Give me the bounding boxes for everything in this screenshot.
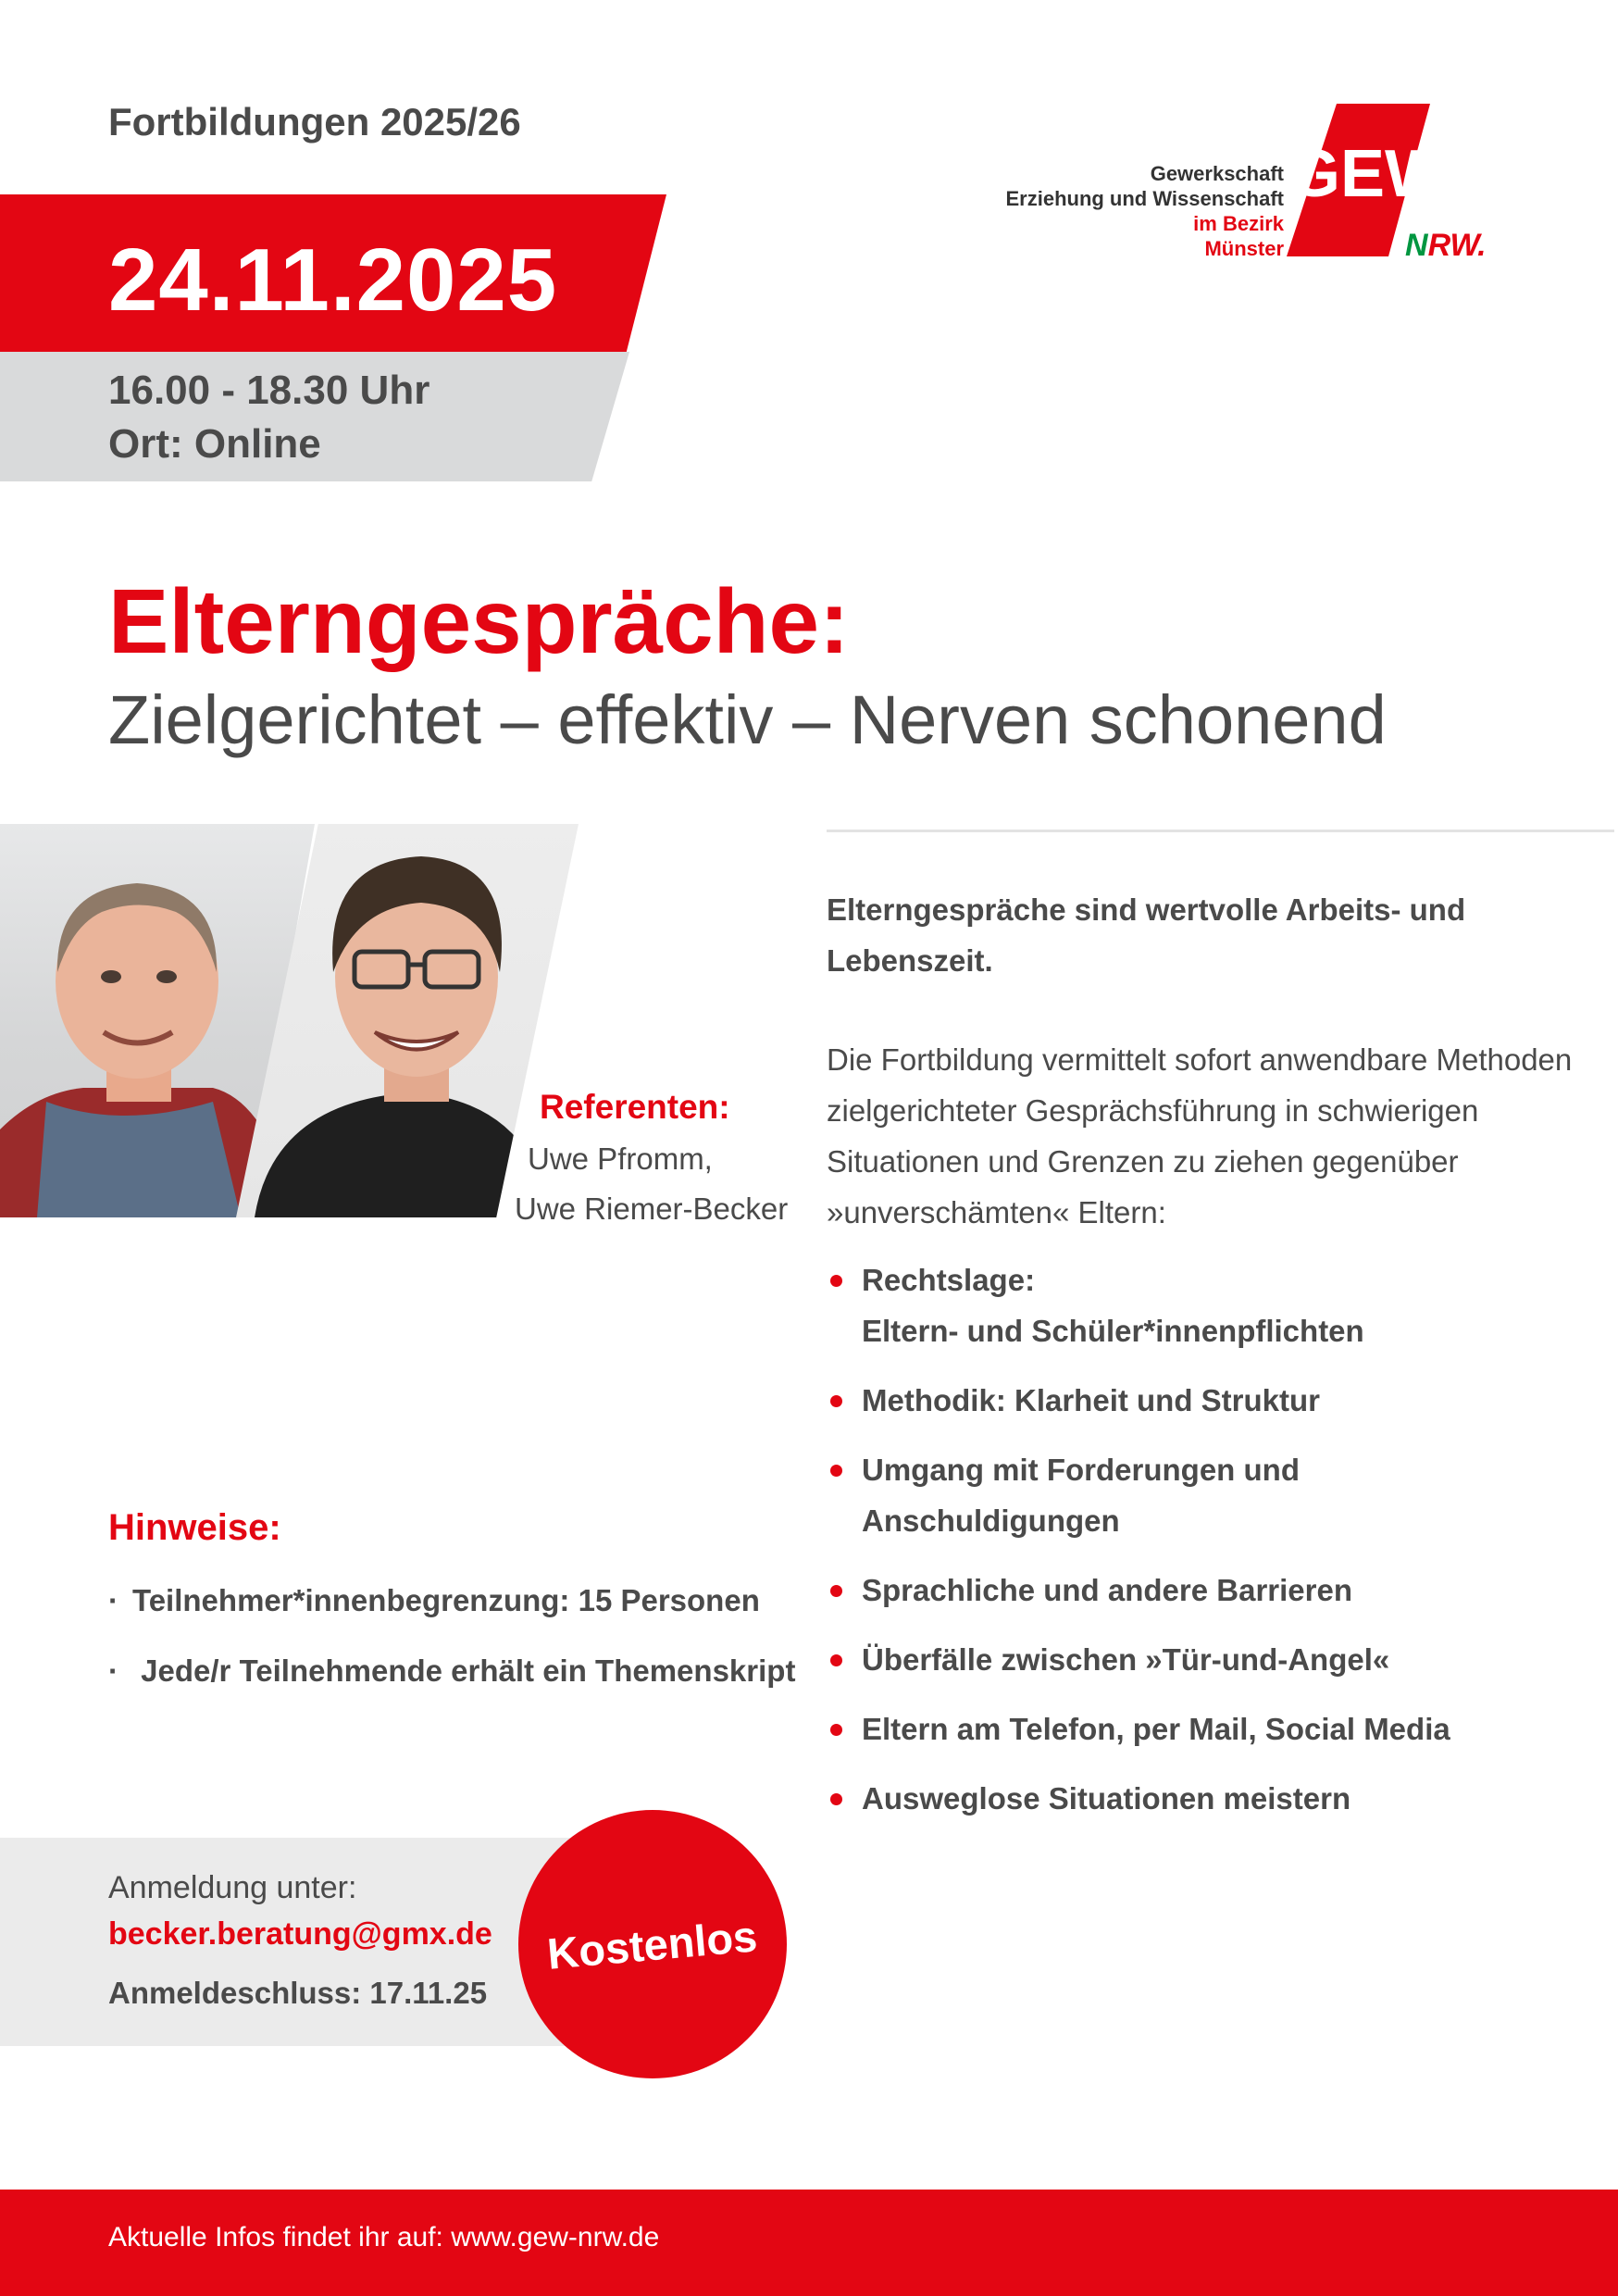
registration-email-link[interactable]: becker.beratung@gmx.de: [108, 1916, 492, 1952]
note-item-1: [108, 1583, 760, 1618]
registration-label: Anmeldung unter:: [108, 1870, 357, 1905]
time-location-block: [108, 364, 429, 471]
list-item-text: Ausweglose Situationen meistern: [862, 1781, 1351, 1816]
note-text-2: Jede/r Teilnehmende erhält ein Themenskript: [141, 1653, 796, 1688]
list-item-text: Sprachliche und andere Barrieren: [862, 1573, 1353, 1607]
note-item-2: [108, 1653, 795, 1689]
list-item-text: Eltern am Telefon, per Mail, Social Media: [862, 1712, 1450, 1746]
list-item: [827, 1703, 1586, 1754]
list-item-text: Überfälle zwischen »Tür-und-Angel«: [862, 1642, 1390, 1677]
logo-org-name: [1005, 161, 1284, 261]
page-subtitle: Zielgerichtet – effektiv – Nerven schonend: [108, 681, 1387, 758]
footer-info-link[interactable]: Aktuelle Infos findet ihr auf: www.gew-nrw.de: [108, 2222, 660, 2252]
free-badge-label: Kostenlos: [545, 1910, 760, 1978]
bullet-icon: [830, 1654, 842, 1666]
logo-line-1: Gewerkschaft: [1150, 162, 1284, 185]
bullet-icon: [830, 1275, 842, 1287]
event-date: 24.11.2025: [108, 231, 558, 330]
list-item: [827, 1254, 1586, 1356]
list-item: [827, 1634, 1586, 1685]
list-item: [827, 1444, 1586, 1546]
list-item: [827, 1565, 1586, 1616]
bullet-icon: [830, 1585, 842, 1597]
intro-text: Elterngespräche sind wertvolle Arbeits- und Lebenszeit.: [827, 892, 1466, 978]
logo-region-text: NRW.: [1405, 228, 1487, 263]
note-text-1: Teilnehmer*innenbegrenzung: 15 Personen: [132, 1583, 760, 1617]
bullet-icon: [830, 1395, 842, 1407]
logo-line-3: im Bezirk: [1193, 212, 1284, 235]
registration-deadline: Anmeldeschluss: 17.11.25: [108, 1976, 488, 2010]
event-location: Ort: Online: [108, 421, 321, 467]
speakers-label: Referenten:: [540, 1088, 730, 1126]
logo-line-2: Erziehung und Wissenschaft: [1005, 187, 1284, 210]
notes-title: Hinweise:: [108, 1507, 281, 1548]
list-item-text: Umgang mit Forderungen und Anschuldigungen: [862, 1453, 1300, 1538]
gew-logo: [1287, 104, 1527, 270]
speaker-name-1: Uwe Pfromm,: [528, 1142, 713, 1176]
description-paragraph: Die Fortbildung vermittelt sofort anwendbare Methoden zielgerichteter Gesprächsführung in schwierigen Situationen und Grenzen zu ziehen gegenüber »unverschämten« Eltern:: [827, 1042, 1573, 1229]
list-item-text: Rechtslage: Eltern- und Schüler*innenpflichten: [862, 1263, 1364, 1348]
event-time: 16.00 - 18.30 Uhr: [108, 368, 430, 413]
page-title: Elterngespräche:: [108, 570, 850, 672]
bullet-icon: [830, 1793, 842, 1805]
bullet-icon: [830, 1465, 842, 1477]
list-item-text: Methodik: Klarheit und Struktur: [862, 1383, 1320, 1417]
list-item: [827, 1375, 1586, 1426]
free-badge: [518, 1810, 787, 2078]
list-item: [827, 1773, 1586, 1824]
topic-list: [827, 1254, 1586, 1842]
bullet-icon: [830, 1724, 842, 1736]
series-label: Fortbildungen 2025/26: [108, 100, 521, 144]
dot-icon: ·: [108, 1583, 118, 1617]
logo-mark-text: GEW: [1288, 137, 1448, 211]
dot-icon: ·: [108, 1653, 118, 1688]
speaker-name-2: Uwe Riemer-Becker: [515, 1192, 789, 1226]
logo-line-4: Münster: [1204, 237, 1284, 260]
content-divider: [827, 830, 1614, 832]
